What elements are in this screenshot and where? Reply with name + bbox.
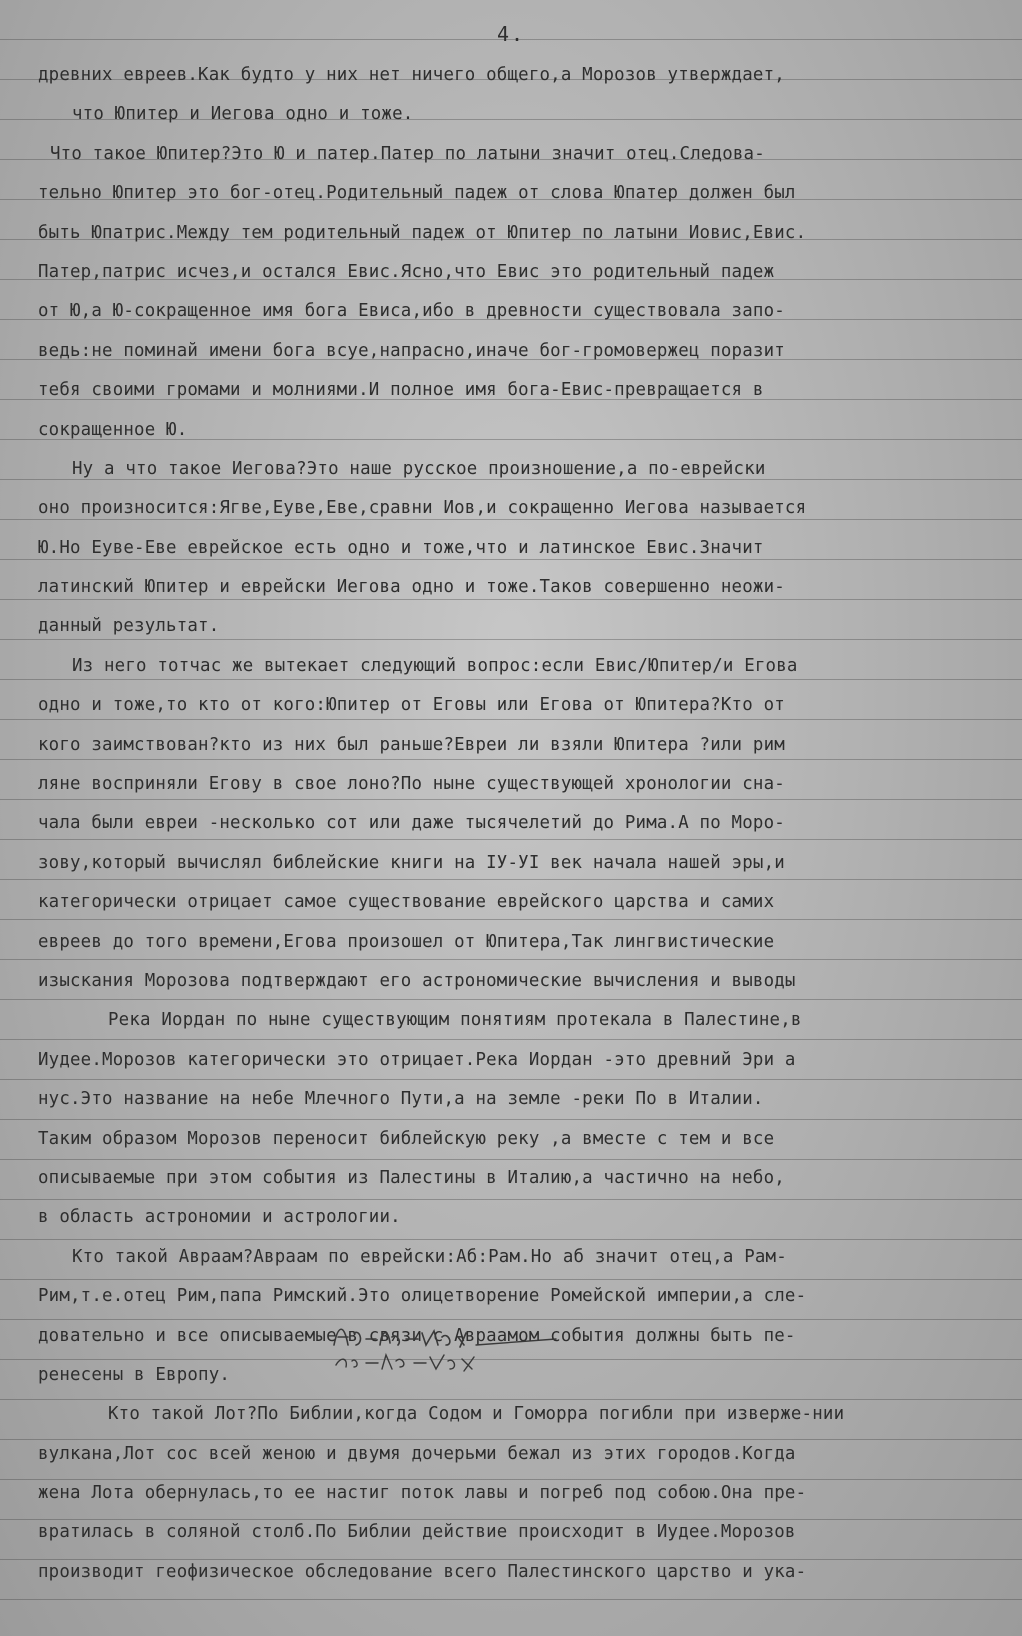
text-line: латинский Юпитер и еврейски Иегова одно и тоже.Таков совершенно неожи- [38, 577, 785, 598]
text-line: зову,который вычислял библейские книги на IУ-УI век начала нашей эры,и [38, 852, 785, 873]
text-line: быть Юпатрис.Между тем родительный падеж от Юпитер по латыни Иовис,Евис. [38, 222, 807, 243]
text-line: довательно и все описываемые в связи с Авраамом события должны быть пе- [38, 1325, 796, 1346]
text-line: вулкана,Лот сос всей женою и двумя дочерьми бежал из этих городов.Когда [38, 1443, 796, 1464]
text-line: чала были евреи -несколько сот или даже тысячелетий до Рима.А по Моро- [38, 813, 785, 834]
text-line: Кто такой Авраам?Авраам по еврейски:Аб:Рам.Но аб значит отец,а Рам- [72, 1246, 787, 1267]
handwritten-annotation [326, 1315, 586, 1375]
text-line: Река Иордан по ныне существующим понятиям протекала в Палестине,в [108, 1010, 802, 1031]
text-line: евреев до того времени,Егова произошел от Юпитера,Так лингвистические [38, 931, 775, 952]
text-line: в область астрономии и астрологии. [38, 1207, 401, 1228]
text-line: Таким образом Морозов переносит библейскую реку ,а вместе с тем и все [38, 1128, 775, 1149]
text-line: нус.Это название на небе Млечного Пути,а на земле -реки По в Италии. [38, 1089, 764, 1110]
handwritten-annotation-drawing [326, 1315, 586, 1375]
page-number: 4. [496, 22, 526, 46]
text-line: описываемые при этом события из Палестины в Италию,а частично на небо, [38, 1167, 785, 1188]
text-line: ляне восприняли Егову в свое лоно?По ныне существующей хронологии сна- [38, 774, 785, 795]
text-line: категорически отрицает самое существование еврейского царства и самих [38, 892, 775, 913]
text-line: одно и тоже,то кто от кого:Юпитер от Еговы или Егова от Юпитера?Кто от [38, 695, 785, 716]
text-line: ренесены в Европу. [38, 1364, 231, 1385]
text-line: что Юпитер и Иегова одно и тоже. [72, 104, 414, 125]
text-line: оно произносится:Ягве,Еуве,Еве,сравни Иов,и сокращенно Иегова называется [38, 498, 807, 519]
text-line: Из него тотчас же вытекает следующий вопрос:если Евис/Юпитер/и Егова [72, 655, 798, 676]
text-line: Ну а что такое Иегова?Это наше русское произношение,а по-еврейски [72, 458, 766, 479]
text-line: кого заимствован?кто из них был раньше?Евреи ли взяли Юпитера ?или рим [38, 734, 785, 755]
text-line: Патер,патрис исчез,и остался Евис.Ясно,что Евис это родительный падеж [38, 261, 775, 282]
text-line: Иудее.Морозов категорически это отрицает.Река Иордан -это древний Эри а [38, 1049, 796, 1070]
text-line: тебя своими громами и молниями.И полное имя бога-Евис-превращается в [38, 380, 764, 401]
text-line: данный результат. [38, 616, 220, 637]
text-line: вратилась в соляной столб.По Библии действие происходит в Иудее.Морозов [38, 1522, 796, 1543]
text-line: Ю.Но Еуве-Еве еврейское есть одно и тоже,что и латинское Евис.Значит [38, 537, 764, 558]
text-line: Рим,т.е.отец Рим,папа Римский.Это олицетворение Ромейской империи,а сле- [38, 1286, 807, 1307]
text-line: древних евреев.Как будто у них нет ничего общего,а Морозов утверждает, [38, 65, 785, 85]
text-line: тельно Юпитер это бог-отец.Родительный падеж от слова Юпатер должен был [38, 183, 796, 204]
text-line: жена Лота обернулась,то ее настиг поток лавы и погреб под собою.Она пре- [38, 1483, 807, 1504]
text-line: от Ю,а Ю-сокращенное имя бога Евиса,ибо в древности существовала запо- [38, 301, 785, 322]
text-line: ведь:не поминай имени бога всуе,напрасно,иначе бог-громовержец поразит [38, 340, 785, 361]
text-line: сокращенное Ю. [38, 419, 188, 440]
text-line: производит геофизическое обследование всего Палестинского царство и ука- [38, 1561, 807, 1582]
text-line: изыскания Морозова подтверждают его астрономические вычисления и выводы [38, 970, 796, 991]
text-line: Что такое Юпитер?Это Ю и патер.Патер по латыни значит отец.Следова- [50, 143, 765, 164]
text-line: Кто такой Лот?По Библии,когда Содом и Гоморра погибли при изверже-нии [108, 1404, 845, 1425]
